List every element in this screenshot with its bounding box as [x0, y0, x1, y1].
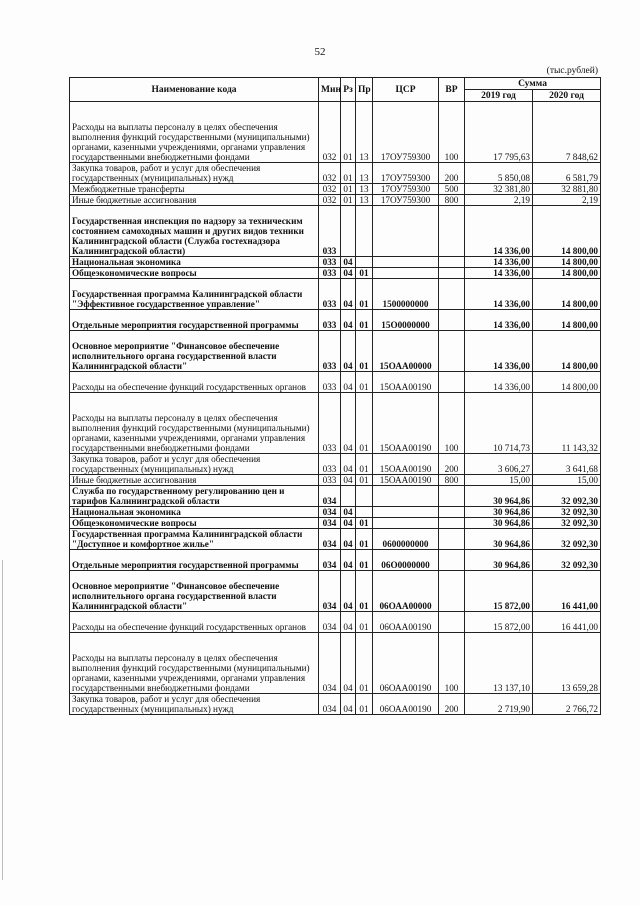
cell-y2019: 30 964,86 — [465, 550, 533, 571]
cell-csr — [373, 257, 439, 268]
cell-vr: 200 — [439, 694, 465, 715]
cell-rz: 01 — [341, 195, 356, 206]
cell-pr — [356, 486, 373, 507]
cell-name: Иные бюджетные ассигнования — [70, 475, 319, 486]
table-row — [70, 612, 601, 633]
cell-min: 032 — [319, 184, 341, 195]
scan-edge-line — [2, 560, 3, 880]
cell-name: Государственная программа Калининградской области "Доступное и комфортное жилье" — [70, 529, 319, 550]
cell-y2019: 13 137,10 — [465, 633, 533, 694]
cell-rz: 04 — [341, 529, 356, 550]
cell-min: 034 — [319, 694, 341, 715]
cell-csr: 15ОАА00190 — [373, 393, 439, 454]
cell-y2019: 14 336,00 — [465, 268, 533, 279]
cell-min: 033 — [319, 475, 341, 486]
cell-rz — [341, 486, 356, 507]
cell-min: 032 — [319, 163, 341, 184]
cell-csr — [373, 268, 439, 279]
cell-rz: 01 — [341, 163, 356, 184]
cell-y2020: 14 800,00 — [533, 372, 601, 393]
cell-y2020: 2 766,72 — [533, 694, 601, 715]
table-row — [70, 454, 601, 475]
table-row — [70, 279, 601, 310]
cell-rz — [341, 206, 356, 257]
cell-rz: 01 — [341, 184, 356, 195]
cell-y2020: 6 581,79 — [533, 163, 601, 184]
cell-name: Закупка товаров, работ и услуг для обеспечения государственных (муниципальных) нужд — [70, 454, 319, 475]
cell-pr: 01 — [356, 372, 373, 393]
cell-csr: 15ОАА00190 — [373, 372, 439, 393]
cell-name: Расходы на обеспечение функций государственных органов — [70, 612, 319, 633]
cell-pr: 13 — [356, 163, 373, 184]
table-body — [70, 102, 601, 715]
cell-y2020: 14 800,00 — [533, 310, 601, 331]
cell-pr: 01 — [356, 475, 373, 486]
cell-y2019: 2 719,90 — [465, 694, 533, 715]
cell-name: Расходы на выплаты персоналу в целях обеспечения выполнения функций государственными (муниципальными) органами, казенными учреждениями, органами управления государственными внебюджетными фондами — [70, 393, 319, 454]
cell-vr — [439, 529, 465, 550]
cell-vr — [439, 550, 465, 571]
cell-name: Общеэкономические вопросы — [70, 268, 319, 279]
cell-min: 033 — [319, 331, 341, 372]
cell-y2019: 30 964,86 — [465, 507, 533, 518]
cell-vr — [439, 612, 465, 633]
cell-y2019: 14 336,00 — [465, 279, 533, 310]
cell-vr: 800 — [439, 475, 465, 486]
cell-name: Закупка товаров, работ и услуг для обеспечения государственных (муниципальных) нужд — [70, 163, 319, 184]
cell-csr — [373, 507, 439, 518]
cell-y2020: 14 800,00 — [533, 257, 601, 268]
cell-rz: 04 — [341, 279, 356, 310]
cell-y2019: 5 850,08 — [465, 163, 533, 184]
cell-csr: 06ОАА00190 — [373, 612, 439, 633]
cell-vr — [439, 257, 465, 268]
header-vr: ВР — [439, 78, 465, 102]
cell-name: Государственная программа Калининградской области "Эффективное государственное управление" — [70, 279, 319, 310]
table-row — [70, 694, 601, 715]
cell-csr: 17ОУ759300 — [373, 163, 439, 184]
cell-y2019: 30 964,86 — [465, 518, 533, 529]
header-pr: Пр — [356, 78, 373, 102]
cell-y2019: 3 606,27 — [465, 454, 533, 475]
cell-y2020: 16 441,00 — [533, 571, 601, 612]
cell-csr: 06О0000000 — [373, 550, 439, 571]
cell-y2020: 2,19 — [533, 195, 601, 206]
cell-csr: 06ОАА00000 — [373, 571, 439, 612]
cell-pr: 01 — [356, 529, 373, 550]
table-row — [70, 206, 601, 257]
header-rz: Рз — [341, 78, 356, 102]
cell-y2020: 11 143,32 — [533, 393, 601, 454]
cell-pr: 13 — [356, 102, 373, 163]
table-row — [70, 507, 601, 518]
cell-pr: 01 — [356, 310, 373, 331]
cell-y2019: 15,00 — [465, 475, 533, 486]
table-row — [70, 571, 601, 612]
cell-y2020: 14 800,00 — [533, 206, 601, 257]
cell-y2020: 14 800,00 — [533, 331, 601, 372]
cell-y2019: 14 336,00 — [465, 257, 533, 268]
cell-vr — [439, 518, 465, 529]
table-row — [70, 102, 601, 163]
cell-csr: 15О0000000 — [373, 310, 439, 331]
cell-y2019: 14 336,00 — [465, 331, 533, 372]
cell-vr — [439, 331, 465, 372]
cell-vr — [439, 279, 465, 310]
cell-csr: 0600000000 — [373, 529, 439, 550]
cell-pr: 01 — [356, 694, 373, 715]
cell-name: Национальная экономика — [70, 257, 319, 268]
header-sum: Сумма — [465, 78, 601, 90]
page-number: 52 — [314, 46, 326, 58]
cell-y2020: 32 092,30 — [533, 529, 601, 550]
table-row — [70, 550, 601, 571]
cell-vr — [439, 206, 465, 257]
cell-y2019: 10 714,73 — [465, 393, 533, 454]
cell-pr: 01 — [356, 612, 373, 633]
cell-y2020: 32 881,80 — [533, 184, 601, 195]
header-name: Наименование кода — [70, 78, 319, 102]
cell-vr: 100 — [439, 393, 465, 454]
cell-min: 032 — [319, 102, 341, 163]
cell-min: 034 — [319, 571, 341, 612]
cell-y2019: 14 336,00 — [465, 372, 533, 393]
table-row — [70, 393, 601, 454]
cell-vr — [439, 310, 465, 331]
cell-pr — [356, 507, 373, 518]
cell-csr: 15ОАА00190 — [373, 475, 439, 486]
cell-rz: 01 — [341, 102, 356, 163]
cell-rz: 04 — [341, 507, 356, 518]
cell-min: 033 — [319, 268, 341, 279]
cell-pr: 01 — [356, 454, 373, 475]
cell-vr — [439, 507, 465, 518]
cell-name: Государственная инспекция по надзору за техническим состоянием самоходных машин и других видов техники Калининградской области (Служба гостехнадзора Калининградской области) — [70, 206, 319, 257]
cell-min: 034 — [319, 633, 341, 694]
cell-name: Основное мероприятие "Финансовое обеспечение исполнительного органа государственной власти Калининградской области" — [70, 571, 319, 612]
cell-min: 034 — [319, 486, 341, 507]
cell-y2020: 14 800,00 — [533, 268, 601, 279]
units-label: (тыс.рублей) — [546, 66, 598, 76]
cell-y2020: 14 800,00 — [533, 279, 601, 310]
table-row — [70, 633, 601, 694]
cell-pr: 01 — [356, 393, 373, 454]
cell-name: Закупка товаров, работ и услуг для обеспечения государственных (муниципальных) нужд — [70, 694, 319, 715]
cell-vr: 100 — [439, 102, 465, 163]
cell-csr: 17ОУ759300 — [373, 102, 439, 163]
cell-min: 033 — [319, 372, 341, 393]
cell-min: 034 — [319, 550, 341, 571]
cell-y2020: 3 641,68 — [533, 454, 601, 475]
cell-min: 034 — [319, 529, 341, 550]
cell-rz: 04 — [341, 633, 356, 694]
cell-y2020: 32 092,30 — [533, 550, 601, 571]
cell-name: Иные бюджетные ассигнования — [70, 195, 319, 206]
cell-rz: 04 — [341, 454, 356, 475]
cell-y2019: 30 964,86 — [465, 486, 533, 507]
cell-vr — [439, 486, 465, 507]
cell-name: Отдельные мероприятия государственной программы — [70, 550, 319, 571]
header-min: Мин — [319, 78, 341, 102]
cell-name: Основное мероприятие "Финансовое обеспечение исполнительного органа государственной власти Калининградской области" — [70, 331, 319, 372]
cell-csr: 15ОАА00190 — [373, 454, 439, 475]
cell-y2020: 13 659,28 — [533, 633, 601, 694]
cell-rz: 04 — [341, 331, 356, 372]
cell-csr: 17ОУ759300 — [373, 195, 439, 206]
table-row — [70, 310, 601, 331]
cell-y2020: 32 092,30 — [533, 507, 601, 518]
cell-pr: 01 — [356, 518, 373, 529]
cell-pr: 13 — [356, 195, 373, 206]
cell-pr: 01 — [356, 268, 373, 279]
cell-pr: 01 — [356, 633, 373, 694]
cell-csr — [373, 486, 439, 507]
table-row — [70, 163, 601, 184]
cell-min: 034 — [319, 518, 341, 529]
cell-y2019: 15 872,00 — [465, 612, 533, 633]
cell-name: Межбюджетные трансферты — [70, 184, 319, 195]
cell-y2020: 15,00 — [533, 475, 601, 486]
cell-rz: 04 — [341, 571, 356, 612]
cell-min: 033 — [319, 310, 341, 331]
cell-y2020: 7 848,62 — [533, 102, 601, 163]
cell-csr — [373, 206, 439, 257]
header-2019: 2019 год — [465, 90, 533, 102]
cell-name: Расходы на обеспечение функций государственных органов — [70, 372, 319, 393]
cell-rz: 04 — [341, 475, 356, 486]
cell-rz: 04 — [341, 257, 356, 268]
cell-y2019: 2,19 — [465, 195, 533, 206]
cell-vr: 200 — [439, 163, 465, 184]
cell-pr — [356, 257, 373, 268]
cell-pr: 01 — [356, 550, 373, 571]
cell-csr: 06ОАА00190 — [373, 694, 439, 715]
table-row — [70, 518, 601, 529]
cell-min: 033 — [319, 393, 341, 454]
cell-y2020: 16 441,00 — [533, 612, 601, 633]
cell-rz: 04 — [341, 310, 356, 331]
cell-min: 033 — [319, 257, 341, 268]
table-row — [70, 372, 601, 393]
cell-vr: 100 — [439, 633, 465, 694]
cell-min: 033 — [319, 279, 341, 310]
cell-csr: 17ОУ759300 — [373, 184, 439, 195]
table-row — [70, 475, 601, 486]
cell-name: Расходы на выплаты персоналу в целях обеспечения выполнения функций государственными (муниципальными) органами, казенными учреждениями, органами управления государственными внебюджетными фондами — [70, 633, 319, 694]
cell-rz: 04 — [341, 550, 356, 571]
cell-min: 033 — [319, 454, 341, 475]
cell-y2019: 32 381,80 — [465, 184, 533, 195]
cell-name: Национальная экономика — [70, 507, 319, 518]
cell-name: Служба по государственному регулированию цен и тарифов Калининградской области — [70, 486, 319, 507]
table-row — [70, 268, 601, 279]
table-row — [70, 529, 601, 550]
cell-y2020: 32 092,30 — [533, 486, 601, 507]
cell-csr: 15ОАА00000 — [373, 331, 439, 372]
header-csr: ЦСР — [373, 78, 439, 102]
cell-vr: 200 — [439, 454, 465, 475]
cell-rz: 04 — [341, 694, 356, 715]
cell-pr: 13 — [356, 184, 373, 195]
cell-y2019: 17 795,63 — [465, 102, 533, 163]
cell-rz: 04 — [341, 372, 356, 393]
cell-csr: 06ОАА00190 — [373, 633, 439, 694]
cell-min: 032 — [319, 195, 341, 206]
cell-vr: 500 — [439, 184, 465, 195]
cell-rz: 04 — [341, 518, 356, 529]
cell-rz: 04 — [341, 268, 356, 279]
cell-vr — [439, 372, 465, 393]
cell-min: 033 — [319, 206, 341, 257]
cell-y2020: 32 092,30 — [533, 518, 601, 529]
budget-table — [69, 77, 601, 715]
cell-vr — [439, 571, 465, 612]
table-row — [70, 184, 601, 195]
cell-pr: 01 — [356, 331, 373, 372]
cell-y2019: 30 964,86 — [465, 529, 533, 550]
cell-y2019: 14 336,00 — [465, 310, 533, 331]
cell-vr: 800 — [439, 195, 465, 206]
cell-name: Отдельные мероприятия государственной программы — [70, 310, 319, 331]
cell-csr — [373, 518, 439, 529]
cell-vr — [439, 268, 465, 279]
table-row — [70, 195, 601, 206]
cell-pr: 01 — [356, 571, 373, 612]
cell-pr — [356, 206, 373, 257]
cell-name: Общеэкономические вопросы — [70, 518, 319, 529]
cell-rz: 04 — [341, 393, 356, 454]
cell-rz: 04 — [341, 612, 356, 633]
cell-y2019: 14 336,00 — [465, 206, 533, 257]
table-row — [70, 257, 601, 268]
cell-name: Расходы на выплаты персоналу в целях обеспечения выполнения функций государственными (муниципальными) органами, казенными учреждениями, органами управления государственными внебюджетными фондами — [70, 102, 319, 163]
table-row — [70, 486, 601, 507]
cell-min: 034 — [319, 507, 341, 518]
cell-min: 034 — [319, 612, 341, 633]
cell-y2019: 15 872,00 — [465, 571, 533, 612]
header-2020: 2020 год — [533, 90, 601, 102]
cell-csr: 1500000000 — [373, 279, 439, 310]
cell-pr: 01 — [356, 279, 373, 310]
table-header — [70, 78, 601, 102]
table-row — [70, 331, 601, 372]
